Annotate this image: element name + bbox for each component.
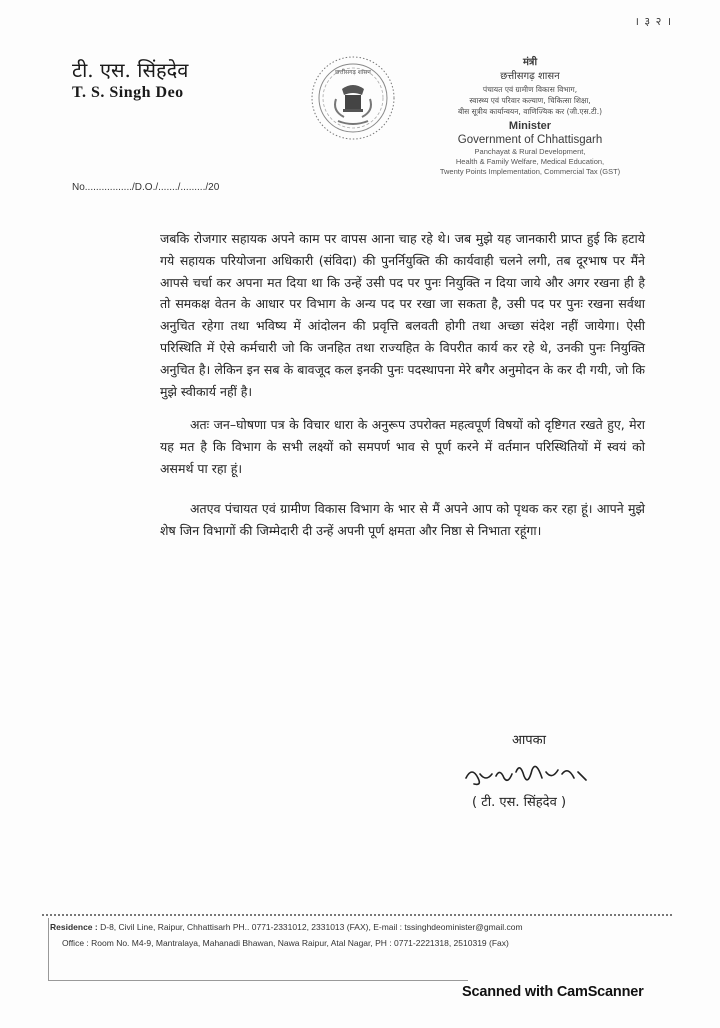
residence-text: D-8, Civil Line, Raipur, Chhattisarh PH.. 0771-2331012, 2331013 (FAX), E-mail : tssinghdeominister@gmail.com <box>100 922 523 932</box>
body-paragraph-3: अतएव पंचायत एवं ग्रामीण विकास विभाग के भार से मैं अपने आप को पृथक कर रहा हूं। आपने मुझे शेष जिन विभागों की जिम्मेदारी दी उन्हें अपनी पूर्ण क्षमता और निष्ठा से निभाता रहूंगा। <box>160 500 645 538</box>
corner-mark: । ३ २ । <box>634 15 672 28</box>
department-english-line-1: Panchayat & Rural Development, <box>474 147 586 156</box>
body-paragraph-2: अतः जन–घोषणा पत्र के विचार धारा के अनुरूप उपरोक्त महत्वपूर्ण विषयों को दृष्टिगत रखते हुए, मेरा यह मत है कि विभाग के सभी लक्ष्यों को समपर्ण भाव से पूर्ण करने में वर्तमान परिस्थितियों में स्वयं को असमर्थ पा रहा हूं। <box>160 417 645 476</box>
department-hindi-line-3: बीस सूत्रीय कार्यान्वयन, वाणिज्यिक कर (जी.एस.टी.) <box>457 107 603 116</box>
footer-office <box>62 938 509 948</box>
handwritten-signature <box>462 748 602 798</box>
office-label: Office : <box>62 938 89 948</box>
sender-name-hindi: टी. एस. सिंहदेव <box>72 58 189 82</box>
reference-number: No................./D.O./......./........./20 <box>72 182 220 193</box>
government-hindi: छत्तीसगढ़ शासन <box>500 71 560 82</box>
signer-name: ( टी. एस. सिंहदेव ) <box>472 795 567 810</box>
department-hindi-line-1: पंचायत एवं ग्रामीण विकास विभाग, <box>482 85 578 94</box>
residence-label: Residence : <box>50 922 98 932</box>
department-english-line-3: Twenty Points Implementation, Commercial Tax (GST) <box>439 167 621 176</box>
letter-body <box>160 228 645 541</box>
footer-bottom-rule <box>48 980 468 981</box>
footer-divider <box>42 914 672 916</box>
government-english: Government of Chhattisgarh <box>457 134 603 146</box>
title-hindi: मंत्री <box>522 57 538 68</box>
state-emblem <box>310 55 396 141</box>
office-text: Room No. M4-9, Mantralaya, Mahanadi Bhawan, Nawa Raipur, Atal Nagar, PH : 0771-2221318, 2510319 (Fax) <box>91 938 509 948</box>
scanner-watermark: Scanned with CamScanner <box>462 984 644 1000</box>
department-english-line-2: Health & Family Welfare, Medical Education, <box>455 157 605 166</box>
footer-residence <box>50 922 523 932</box>
body-paragraph-1: जबकि रोजगार सहायक अपने काम पर वापस आना चाह रहे थे। जब मुझे यह जानकारी प्राप्त हुई कि हटाये गये सहायक परियोजना अधिकारी (संविदा) की पुनर्नियुक्ति की कार्यवाही चलने लगी, तब दूरभाष पर मैंने आपसे चर्चा कर अपना मत दिया था कि उन्हें उसी पद पर पुनः नियुक्ति न दिया जाये और अगर रखना ही है तो समकक्ष वेतन के आधार पर विभाग के अन्य पद पर रखा जा सकता है, उसी पद पर पुनः रखना सर्वथा अनुचित रहेगा तथा भविष्य में आंदोलन की प्रवृत्ति बलवती होगी तथा अच्छा संदेश नहीं जायेगा। ऐसी परिस्थिति में ऐसे कर्मचारी जो कि जनहित तथा राज्यहित के विपरीत कार्य कर रहे थे, उनकी पुनः नियुक्ति अनुचित है। लेकिन इन सब के बावजूद कल इनकी पुनः पदस्थापना मेरे बगैर अनुमोदन के कर दी गयी, जो कि मुझे स्वीकार्य नहीं है। <box>160 231 645 399</box>
department-hindi-line-2: स्वास्थ्य एवं परिवार कल्याण, चिकित्सा शिक्षा, <box>469 96 591 105</box>
sender-name-english: T. S. Singh Deo <box>72 84 184 101</box>
title-english: Minister <box>508 120 552 132</box>
emblem-caption: छत्तीसगढ़ शासन <box>335 69 371 76</box>
closing-salutation: आपका <box>512 733 547 748</box>
minister-designation-block <box>405 56 655 177</box>
